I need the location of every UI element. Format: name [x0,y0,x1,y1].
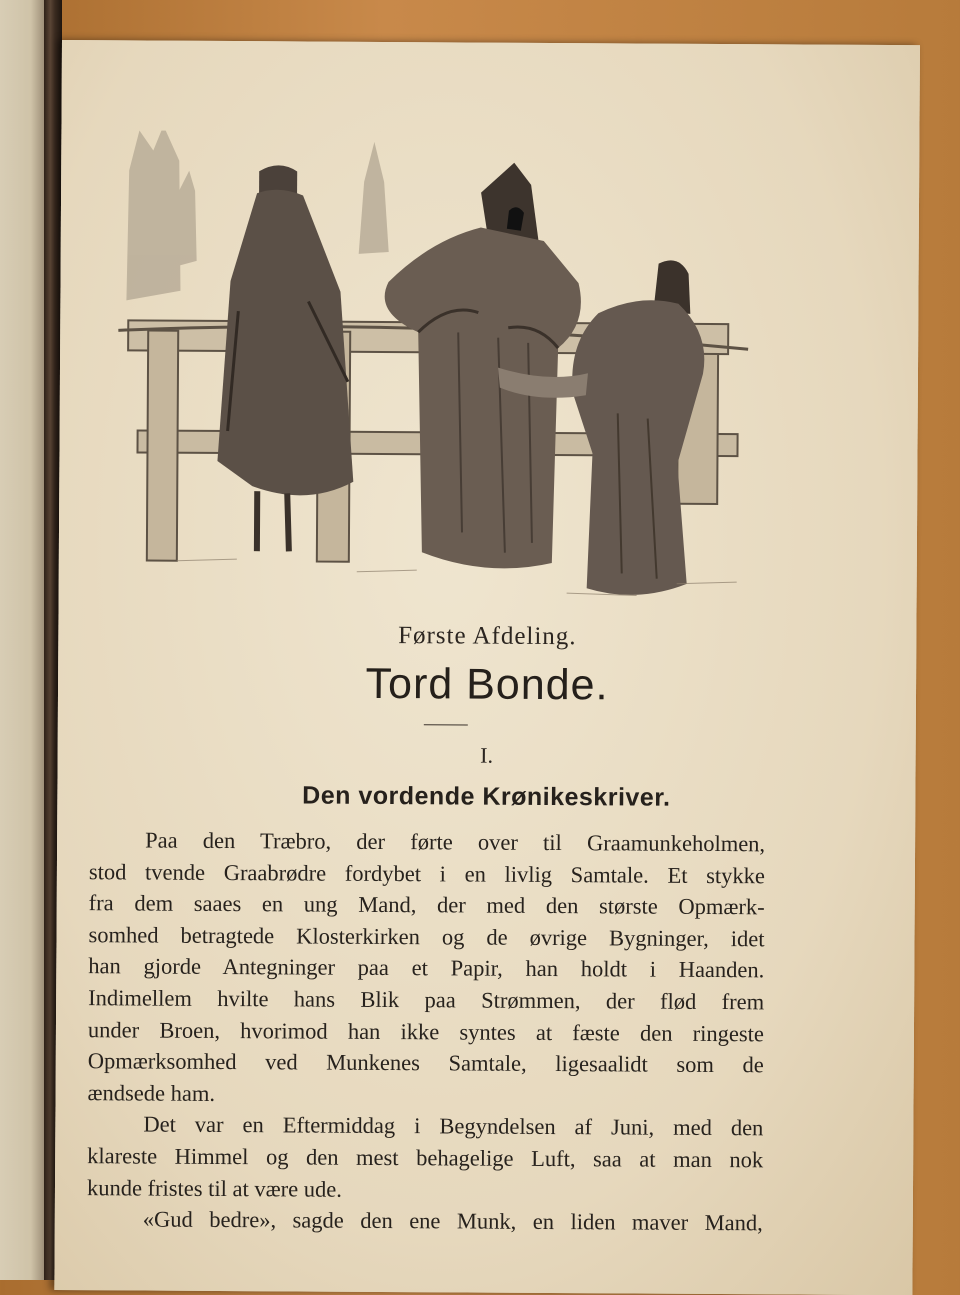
text-line: «Gud bedre», sagde den ene Munk, en liden maver Mand, [142,1206,763,1236]
text-line: kunde fristes til at være ude. [86,1174,343,1202]
text-line: somhed betragtede Klosterkirken og de øvrige Bygninger, idet [88,921,765,952]
part-title: Tord Bonde. [365,659,609,710]
text-line: stod tvende Graabrødre fordybet i en livlig Samtale. Et stykke [88,858,765,888]
body-text [87,824,765,1239]
text-line: ændsede ham. [87,1079,216,1106]
text-line: Paa den Træbro, der førte over til Graamunkeholmen, [145,827,766,857]
chapter-number: I. [480,742,494,768]
book-page [54,40,920,1295]
text-line: fra dem saaes en ung Mand, der med den største Opmærk- [88,890,765,920]
illustration-monks-on-bridge [117,130,770,614]
previous-page-edge [0,0,44,1280]
title-divider [424,724,468,725]
text-line: Det var en Eftermiddag i Begyndelsen af Juni, med den [143,1111,764,1141]
text-line: han gjorde Antegninger paa et Papir, han holdt i Haanden. [88,953,765,983]
text-line: Opmærksomhed ved Munkenes Samtale, ligesaalidt som de [87,1048,764,1078]
tall-monk-figure [383,162,582,569]
chapter-title: Den vordende Krønikeskriver. [302,781,671,812]
section-heading: Første Afdeling. [398,622,577,651]
text-line: klareste Himmel og den mest behagelige Luft, saa at man nok [87,1143,764,1173]
text-line: under Broen, hvorimod han ikke syntes at fæste den ringeste [87,1016,765,1046]
text-line: Indimellem hvilte hans Blik paa Strømmen, der flød frem [88,985,765,1015]
